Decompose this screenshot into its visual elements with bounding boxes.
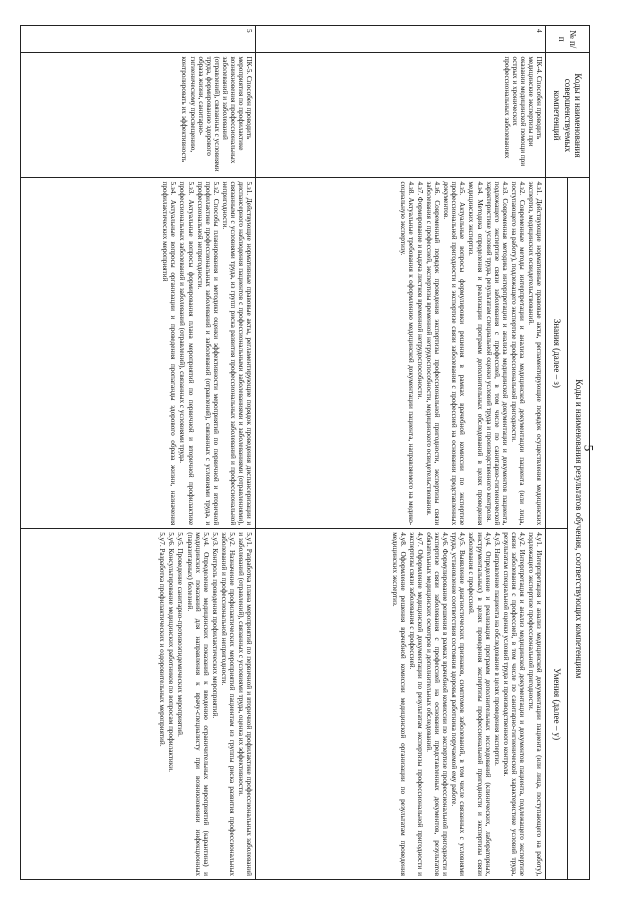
header-knowledge: Знания (далее – з) — [546, 178, 568, 529]
knowledge-item: 4.з4. Методика определения и реализации программ дополнительных обследований в целях проведения медицинских экспертиз. — [467, 181, 484, 526]
knowledge-item: 4.з2. Современные методы интерпретации и анализа медицинской документации пациента (или лица, поступающего на работу), подлежащего экспертизе профессиональной пригодности. — [509, 181, 526, 526]
header-code: Коды и наименования совершенствуемых компетенций — [546, 53, 590, 178]
skill-item: 5.у1. Разработка плана мероприятий по первичной и вторичной профилактике профессиональных заболеваний и заболеваний (отравлений), связанных с условиями труда, оценка их эффективности. — [236, 532, 253, 876]
competency-code: ПК-5. Способен проводить мероприятия по профилактике возникновения профессиональных заболеваний и заболеваний (отравлений), связанных с условиями труда, формированию здорового образа жизни, санитарно-гигиеническому просвещению, контролировать их эффективность — [21, 53, 256, 178]
skill-item: 4.у5. Выявление диагностических признаков, симптомов заболеваний, в том числе связанных с условиями труда, установление соответствия состояния здоровья работника поручаемой ему работе. — [450, 532, 467, 876]
knowledge-item: 5.з1. Действующие нормативные правовые акты, регламентирующие порядок проведения диспансеризации и диспансерного наблюдения пациентов с профессиональными заболеваниями и заболеваниями (отравлениями), связанными с условиями труда, из групп риска развития профессиональных заболеваний и профессиональной непригодности. — [220, 181, 253, 526]
knowledge-item: 4.з1. Действующие нормативные правовые акты, регламентирующие порядок осуществления медицинских экспертиз, медицинских освидетельствований. — [526, 181, 543, 526]
skill-item: 5.у7. Разработка профилактических и оздоровительных мероприятий. — [158, 532, 167, 747]
competency-table-rotated — [20, 25, 590, 880]
table-row — [21, 26, 256, 880]
skills-cell — [256, 529, 546, 880]
skill-item: 4.у1. Интерпретация и анализ медицинской документации пациента (или лица, поступающего на работу), подлежащего экспертизе профессиональной пригодности. — [526, 532, 543, 876]
knowledge-item: 4.з8. Актуальные требования к оформлению медицинской документации пациента, направляемого на медико-социальную экспертизу. — [399, 181, 416, 526]
skill-item: 4.у4. Определение и реализация программ дополнительных исследований (клинических, лабораторных, инструментальных) в целях проведения экспертизы профессиональной пригодности и экспертизы связи заболевания с профессией. — [467, 532, 492, 876]
skill-item: 4.у8. Оформление решения врачебной комиссии медицинской организации по результатам проведения медицинских экспертиз. — [390, 532, 407, 876]
skill-item: 4.у3. Направление пациента на обследование в целях проведения экспертиз. — [492, 532, 501, 766]
header-group: Коды и наименования результатов обучения, соответствующих компетенциям — [568, 178, 590, 880]
skill-item: 5.у3. Контроль проведения профилактических мероприятий. — [210, 532, 219, 719]
knowledge-cell — [256, 178, 546, 529]
knowledge-item: 4.з3. Современная методика интерпретации и анализа медицинской документации и документов пациента, подлежащего экспертизе связи заболевания с профессией, в том числе по санитарно-гигиенической характеристике условий труда, результатам специальной оценки условий труда и производственного контроля. — [484, 181, 509, 526]
skill-item: 5.у6. Консультирование медицинских работников по вопросам профилактики. — [167, 532, 176, 772]
knowledge-cell — [21, 178, 256, 529]
skill-item: 5.у2. Назначение профилактических мероприятий пациентам из группы риска развития профессиональных заболеваний и профессиональной непригодности. — [219, 532, 236, 876]
skill-item: 5.у4. Определение медицинских показаний к введению ограничительных мероприятий (карантина) и медицинских показаний для направления к врачу-специалисту при возникновении инфекционных (паразитарных) болезней. — [185, 532, 210, 876]
header-skills: Умения (далее – у) — [546, 529, 568, 880]
row-number: 4 — [256, 26, 546, 53]
competency-code: ПК-4. Способен проводить медицинские экспертизы при оказании медицинской помощи при острых и хронических профессиональных заболеваниях — [256, 53, 546, 178]
skill-item: 4.у7. Оформление медицинской документации по результатам экспертизы профессиональной пригодности и экспертизы связи заболевания с профессией. — [408, 532, 425, 876]
header-num: № п/п — [546, 26, 590, 53]
knowledge-item: 4.з7. Формирование и выдача листков временной нетрудоспособности. — [416, 181, 425, 400]
table-row — [256, 26, 546, 880]
skill-item: 4.у6. Формулирование решения в рамках врачебной комиссии по экспертизе профессиональной пригодности и экспертизе связи заболевания с профессией на основании представленных документов, результатов обязательных медицинских осмотров и дополнительных обследований. — [425, 532, 450, 876]
competency-table — [20, 25, 590, 880]
row-number: 5 — [21, 26, 256, 53]
skill-item: 4.у2. Интерпретация и анализ медицинской документации и документов пациента, подлежащего экспертизе связи заболевания с профессией, в том числе по санитарно-гигиенической характеристике условий труда, результатам специальной оценки условий труда и производственного контроля. — [501, 532, 526, 876]
knowledge-item: 4.з5. Актуальные вопросы формулировки решения в рамках врачебной комиссии по экспертизе профессиональной пригодности и экспертизе связи заболевания с профессией на основании представленных документов. — [442, 181, 467, 526]
knowledge-item: 5.з4. Актуальные вопросы организации и проведения пропаганды здорового образа жизни, назначения профилактических мероприятий — [161, 181, 178, 526]
knowledge-item: 4.з6. Современный порядок проведения экспертизы профессиональной пригодности, экспертизы связи заболевания с профессией, экспертизы временной нетрудоспособности, медицинского освидетельствования. — [425, 181, 442, 526]
knowledge-item: 5.з2. Способы планирования и методики оценки эффективности мероприятий по первичной и вторичной профилактике профессиональных заболеваний и заболеваний (отравлений), связанных с условиями труда, и профессиональной непригодности. — [195, 181, 220, 526]
skill-item: 5.у5. Проведение санитарно-противоэпидемических мероприятий. — [176, 532, 185, 737]
skills-cell — [21, 529, 256, 880]
page-number: 5 — [581, 444, 597, 452]
knowledge-item: 5.з3. Актуальные вопросы формирования плана мероприятий по первичной и вторичной профилактике профессиональных заболеваний и заболеваний (отравлений), связанных с условиями труда. — [178, 181, 195, 526]
